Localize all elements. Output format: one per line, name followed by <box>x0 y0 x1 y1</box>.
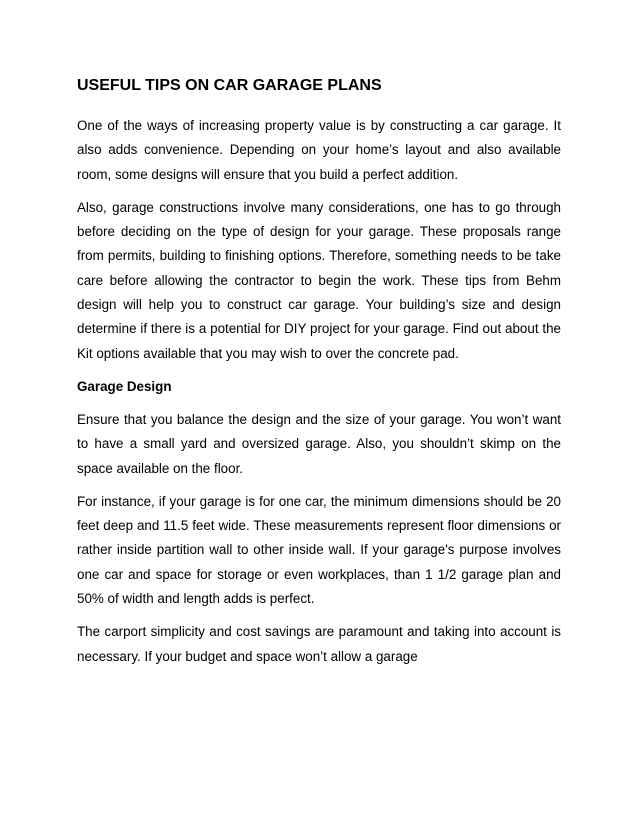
paragraph-intro: One of the ways of increasing property value is by constructing a car garage. It also adds convenience. Depending on your home’s layout and also available room, some designs will ensure that you build a perfect addition. <box>77 118 561 182</box>
paragraph-considerations: Also, garage constructions involve many considerations, one has to go through before deciding on the type of design for your garage. These proposals range from permits, building to finishing options. Therefore, something needs to be take care before allowing the contractor to begin the work. These tips from Behm design will help you to construct car garage. Your building’s size and design determine if there is a potential for DIY project for your garage. Find out about the Kit options available that you may wish to over the concrete pad. <box>77 199 561 361</box>
paragraph-dimensions: For instance, if your garage is for one car, the minimum dimensions should be 20 feet deep and 11.5 feet wide. These measurements represent floor dimensions or rather inside partition wall to other inside wall. If your garage's purpose involves one car and space for storage or even workplaces, than 1 1/2 garage plan and 50% of width and length adds is perfect. <box>77 493 561 607</box>
document-title: USEFUL TIPS ON CAR GARAGE PLANS <box>77 77 382 94</box>
paragraph-balance: Ensure that you balance the design and the size of your garage. You won’t want to have a small yard and oversized garage. Also, you shouldn’t skimp on the space available on the floor. <box>77 411 561 476</box>
paragraph-carport: The carport simplicity and cost savings are paramount and taking into account is necessary. If your budget and space won’t allow a garage <box>77 624 561 664</box>
section-heading: Garage Design <box>77 378 172 394</box>
document-page <box>77 74 561 678</box>
